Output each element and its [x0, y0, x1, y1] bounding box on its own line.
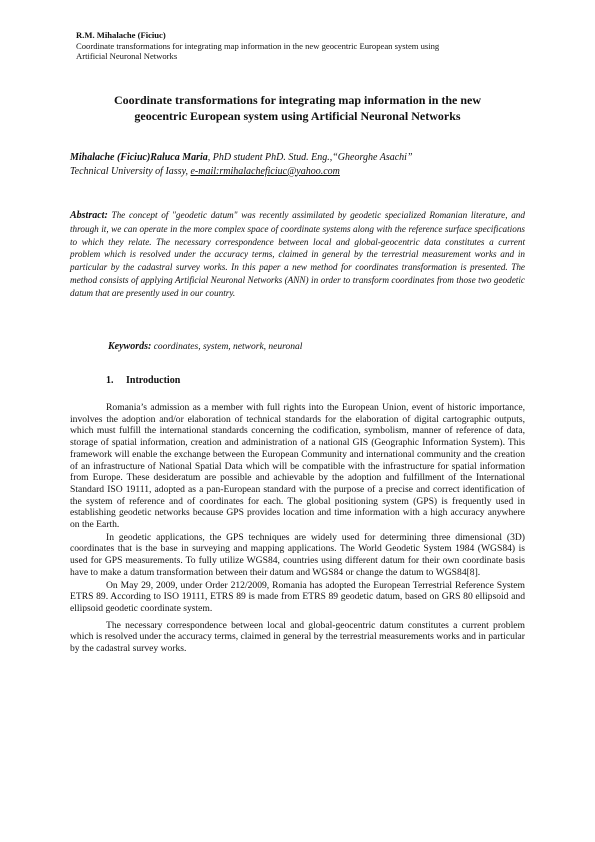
running-header-title-line-1: Coordinate transformations for integrating map information in the new geocentric European system using	[76, 40, 440, 51]
running-header-title-line-2: Artificial Neuronal Networks	[76, 51, 178, 62]
author-email-link[interactable]: e-mail:rmihalacheficiuc@yahoo.com	[190, 165, 340, 177]
running-header-author: R.M. Mihalache (Ficiuc)	[76, 30, 166, 40]
keywords	[108, 341, 528, 353]
section-title: Introduction	[126, 375, 181, 386]
author-affiliation-line-2: Technical University of Iassy,	[70, 165, 191, 177]
paragraph: Romania’s admission as a member with full rights into the European Union, event of historic importance, involves the adoption and/or elaboration of technical standards for the elaboration of digital cartographic outputs, which must fulfill the international standards concerning the codification, symbolism, manner of reference of data, storage of spatial information, creation and administration of a national GIS (Geographic Information System). This framework will enable the exchange between the European Community and international community and the creation of an infrastructure of National Spatial Data which will be compatible with the infrastructure for spatial information from Europe. These desideratum are possible and achievable by the adoption and fulfillment of the International Standard ISO 19111, adopted as a pan-European standard with the purpose of a precise and correct identification of the system of reference and of coordinates for each. The global positioning system (GPS) is frequently used in establishing geodetic networks because GPS provides location and time information with a high accuracy anywhere on the Earth.	[70, 402, 525, 531]
paragraph: In geodetic applications, the GPS techniques are widely used for determining three dimensional (3D) coordinates that is the base in surveying and mapping applications. The World Geodetic System 1984 (WGS84) is used for GPS measurements. To fully utilize WGS84, countries using different datum for their own coordinate basis have to make a datum transformation between their datum and WGS84 or change the datum to WGS84[8].	[70, 531, 525, 578]
abstract-text: The concept of "geodetic datum" was recently assimilated by geodetic specialized Romanian literature, and through it, we can operate in the more complex space of coordinate systems along with the reference surface specifications to which they relate. The necessary correspondence between local and global-geocentric data constitutes a current problem which is resolved under the accuracy terms, claimed in general by the terrestrial measurement works and in particular by the cadastral survey works. In this paper a new method for coordinates transformation is presented. The method consists of applying Artificial Neuronal Networks (ANN) in order to transform coordinates from those two geodetic datum that are presently used in our country.	[70, 210, 525, 298]
keywords-label: Keywords:	[108, 341, 152, 352]
section-number: 1.	[106, 375, 114, 386]
paper-title-line-1: Coordinate transformations for integrating map information in the new	[113, 93, 482, 107]
author-affiliation-line-1: , PhD student PhD. Stud. Eng.,“Gheorghe Asachi”	[207, 152, 413, 163]
running-header	[76, 30, 526, 62]
section-heading-introduction	[106, 375, 406, 387]
author-name: Mihalache (Ficiuc)Raluca Maria	[70, 152, 208, 163]
paper-title-line-2: geocentric European system using Artificial Neuronal Networks	[134, 108, 461, 123]
keywords-text: coordinates, system, network, neuronal	[151, 342, 303, 352]
abstract	[70, 209, 525, 300]
abstract-label: Abstract:	[70, 210, 108, 221]
paragraph: The necessary correspondence between local and global-geocentric datum constitutes a current problem which is resolved under the accuracy terms, claimed in general by the terrestrial measurements works and in particular by the cadastral survey works.	[70, 619, 525, 655]
paper-title	[70, 93, 525, 124]
author-block	[70, 151, 525, 178]
paragraph: On May 29, 2009, under Order 212/2009, Romania has adopted the European Terrestrial Reference System ETRS 89. According to ISO 19111, ETRS 89 is made from ETRS 89 geodetic datum, based on GRS 80 ellipsoid and ellipsoid geodetic coordinate system.	[70, 579, 525, 614]
body-text	[70, 402, 525, 655]
